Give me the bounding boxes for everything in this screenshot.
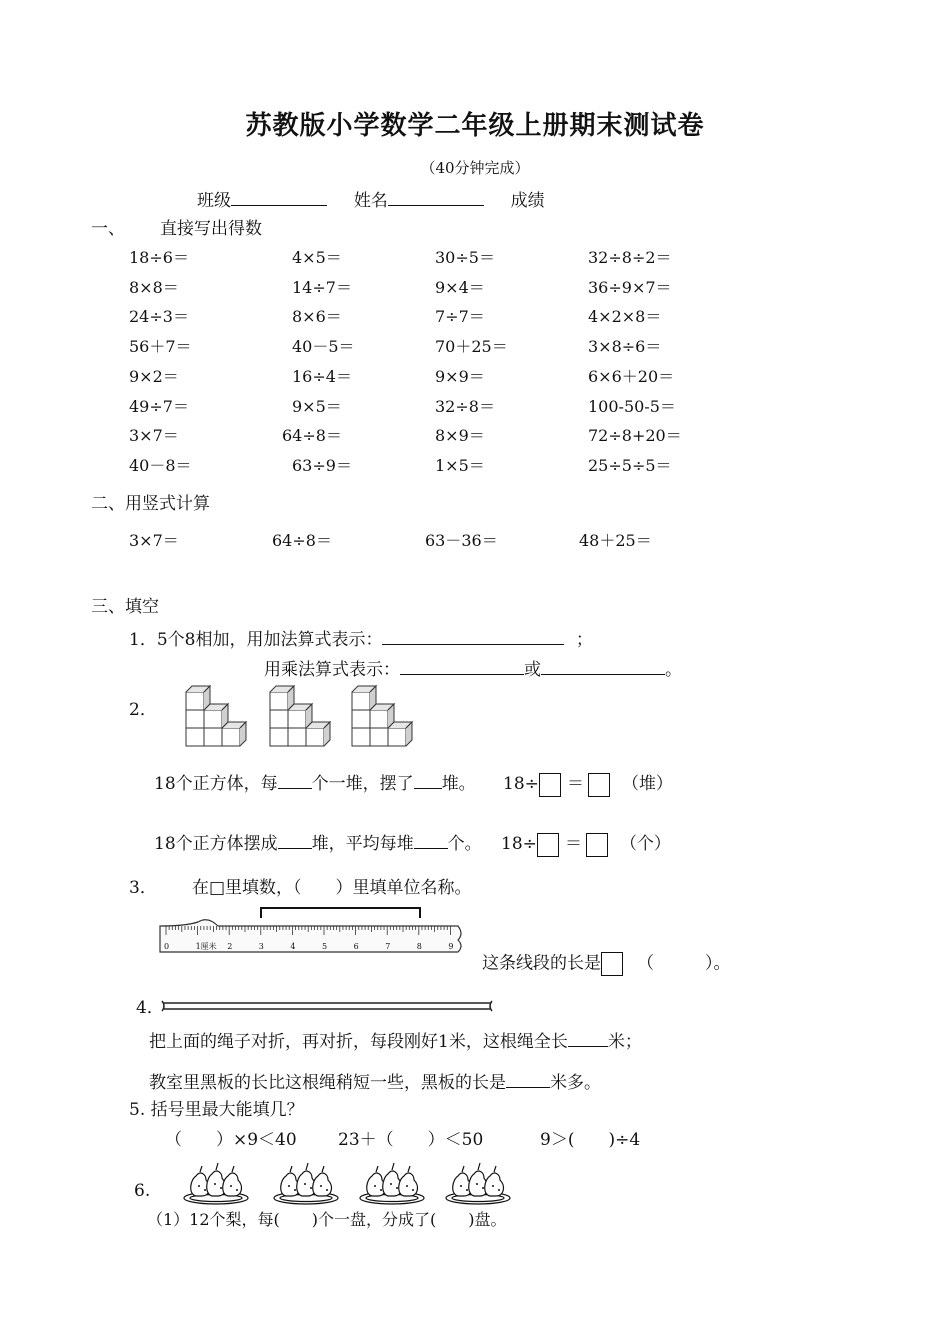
math-problem: 9×4＝	[435, 277, 485, 297]
q2-answer-box[interactable]	[539, 773, 561, 797]
math-problem: 4×5＝	[292, 248, 342, 267]
q2-answer-box[interactable]	[588, 773, 610, 797]
math-problem: 18÷6＝	[129, 248, 189, 267]
cube-stack	[352, 686, 412, 746]
section3-heading: 三、填空	[91, 597, 159, 617]
ruler-label: 2	[227, 942, 233, 951]
class-blank[interactable]	[231, 189, 327, 206]
math-problem: 40－5＝	[292, 337, 355, 357]
q2-blank-each-pile[interactable]	[414, 832, 448, 849]
measured-segment	[261, 908, 420, 918]
q4-line2: 教室里黑板的长比这根绳稍短一些，黑板的长是 米多。	[149, 1073, 601, 1093]
q3-text: 在□里填数，（ ）里填单位名称。	[192, 878, 472, 898]
ruler-label: 7	[385, 942, 391, 951]
math-problem: 6×6＋20＝	[588, 366, 675, 386]
cube-stacks-figure	[180, 688, 420, 750]
ruler-label: 4	[290, 942, 296, 951]
q2-answer-box[interactable]	[537, 833, 559, 857]
math-problem: 7÷7＝	[435, 307, 485, 327]
vertical-calc-item: 3×7＝	[129, 531, 179, 550]
q6-text: （1）12个梨，每( )个一盘，分成了( )盘。	[147, 1210, 507, 1229]
vertical-calc-item: 64÷8＝	[272, 531, 332, 550]
math-problem: 9×9＝	[435, 366, 485, 386]
q2-line1: 18个正方体，每 个一堆，摆了 堆。 18÷ ＝ （堆）	[154, 772, 673, 797]
math-problem: 30÷5＝	[435, 248, 495, 267]
pear-plates-figure	[182, 1160, 527, 1210]
page-title: 苏教版小学数学二年级上册期末测试卷	[245, 111, 705, 141]
class-label: 班级	[197, 191, 231, 211]
cube-stack	[186, 686, 246, 746]
name-label: 姓名	[353, 191, 388, 211]
pear-plate	[360, 1163, 424, 1204]
q1-addition-blank[interactable]	[382, 628, 564, 645]
math-problem: 25÷5÷5＝	[588, 455, 672, 475]
q2-blank-piles-2[interactable]	[278, 832, 312, 849]
q5-heading: 5. 括号里最大能填几？	[129, 1100, 304, 1120]
q2-answer-box[interactable]	[586, 833, 608, 857]
pear-plate	[184, 1163, 248, 1204]
q3-number: 3．	[129, 878, 157, 898]
ruler-figure	[158, 904, 470, 958]
q4-blackboard-blank[interactable]	[506, 1071, 550, 1088]
ruler-label: 9	[448, 942, 454, 951]
ruler-label: 1厘米	[195, 942, 217, 951]
q2-blank-piles[interactable]	[414, 772, 442, 789]
subtitle: （40分钟完成）	[420, 159, 530, 177]
q6-number: 6.	[134, 1181, 151, 1201]
ruler-label: 5	[322, 942, 328, 951]
q5-item: 9＞( )÷4	[540, 1130, 641, 1150]
q5-item: （ ）×9＜40	[165, 1130, 297, 1150]
math-problem: 100-50-5＝	[588, 396, 676, 416]
q4-rope-length-blank[interactable]	[568, 1030, 608, 1047]
math-problem: 9×2＝	[129, 366, 179, 386]
math-problem: 1×5＝	[435, 455, 485, 475]
math-problem: 8×9＝	[435, 426, 485, 446]
info-line	[197, 189, 545, 211]
ruler-label: 0	[164, 942, 170, 951]
q1-line2: 用乘法算式表示： 或 。	[264, 660, 682, 680]
math-problem: 14÷7＝	[292, 277, 352, 297]
math-problem: 64÷8＝	[282, 426, 342, 446]
vertical-calc-item: 63－36＝	[425, 531, 498, 550]
math-problem: 32÷8＝	[435, 396, 495, 416]
score-label: 成绩	[510, 191, 545, 211]
math-problem: 72÷8+20＝	[588, 426, 682, 446]
q2-blank-per-pile[interactable]	[278, 772, 312, 789]
q2-line2: 18个正方体摆成 堆，平均每堆 个。 18÷ ＝ （个）	[154, 832, 671, 857]
math-problem: 8×8＝	[129, 277, 179, 297]
ruler-label: 8	[416, 942, 422, 951]
q1-multiplication-blank-2[interactable]	[541, 658, 665, 675]
section1-heading: 直接写出得数	[160, 219, 262, 239]
math-problem: 36÷9×7＝	[588, 277, 672, 297]
math-problem: 32÷8÷2＝	[588, 248, 672, 267]
math-problem: 4×2×8＝	[588, 307, 662, 327]
q5-item: 23＋（ ）＜50	[338, 1130, 484, 1150]
pear-plate	[274, 1163, 338, 1204]
rope-figure	[160, 998, 496, 1014]
q4-line1: 把上面的绳子对折，再对折，每段刚好1米，这根绳全长 米；	[149, 1032, 642, 1052]
q4-number: 4．	[136, 998, 164, 1018]
math-problem: 24÷3＝	[129, 307, 189, 327]
ruler-label: 6	[353, 942, 359, 951]
math-problem: 16÷4＝	[292, 366, 352, 386]
q2-number: 2．	[129, 700, 157, 720]
math-problem: 49÷7＝	[129, 396, 189, 416]
math-problem: 8×6＝	[292, 307, 342, 327]
q1-multiplication-blank-1[interactable]	[400, 658, 524, 675]
pear-plate	[446, 1163, 510, 1204]
name-blank[interactable]	[388, 189, 484, 206]
math-problem: 63÷9＝	[292, 455, 352, 475]
math-problem: 9×5＝	[292, 396, 342, 416]
q1-line1: 1．5个8相加，用加法算式表示： ；	[129, 630, 593, 650]
q3-answer: 这条线段的长是 （ ）。	[482, 952, 731, 976]
q3-length-box[interactable]	[601, 952, 623, 976]
section2-heading: 二、用竖式计算	[91, 494, 210, 514]
vertical-calc-item: 48＋25＝	[579, 531, 652, 550]
math-problem: 3×7＝	[129, 426, 179, 446]
math-problem: 40－8＝	[129, 455, 192, 475]
section1-heading-number: 一、	[91, 219, 125, 239]
math-problem: 56＋7＝	[129, 337, 192, 357]
cube-stack	[270, 686, 330, 746]
ruler-label: 3	[258, 942, 264, 951]
math-problem: 70＋25＝	[435, 337, 508, 357]
math-problem: 3×8÷6＝	[588, 337, 662, 357]
